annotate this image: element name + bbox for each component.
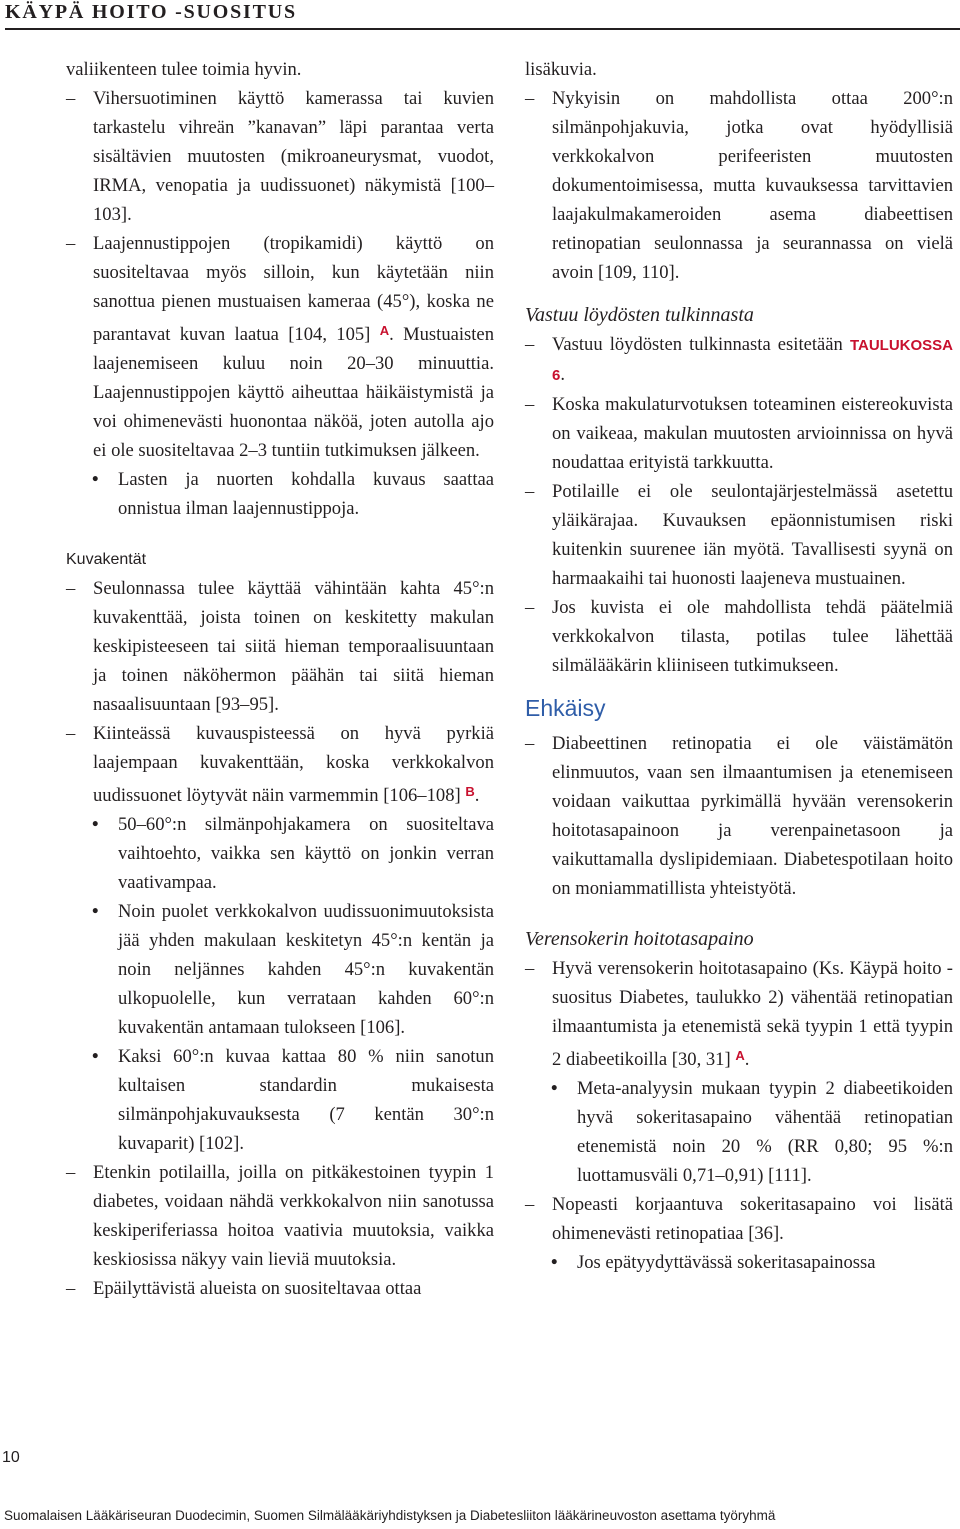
- paragraph: valiikenteen tulee toimia hyvin.: [66, 59, 302, 80]
- page-footer: Suomalaisen Lääkäriseuran Duodecimin, Suomen Silmälääkäriyhdistyksen ja Diabetesliiton lääkärineuvoston asettama työryhmä: [4, 1508, 776, 1523]
- dash-item: – Laajennustippojen (tropikamidi) käyttö on suositeltavaa myös silloin, kun käytetään niin sanottua pienen mustuaisen kameraa (45°), koska ne parantavat kuvan laatua [104, 105] $^A$. Mustuaisten laajenemiseen kuluu noin 20–30 minuuttia. Laajennustippojen käyttö aiheuttaa häikäistymistä ja voi ohimenevästi huonontaa näköä, joten autolla ajo ei ole suositeltavaa 2–3 tuntiin tutkimuksen jälkeen.: [66, 229, 494, 465]
- paragraph: lisäkuvia.: [525, 59, 597, 80]
- dash-marker: –: [525, 334, 535, 355]
- bullet-item: • Jos epätyydyttävässä sokeritasapainossa: [551, 1248, 953, 1277]
- bullet-item: • Noin puolet verkkokalvon uudissuonimuutoksista jää yhden makulaan keskitetyn 45°:n kentän ja noin neljännes kahden 45°:n kuvakentän ulkopuolelle, kun verrataan kahden 60°:n kuvakentän antamaan tulokseen [106].: [92, 897, 494, 1042]
- dash-item: – Etenkin potilailla, joilla on pitkäkestoinen tyypin 1 diabetes, voidaan nähdä verkkokalvon niin sanotussa keskiperiferiassa hoitoa vaativia muutoksia, vaikka keskiosissa näkyy vain lieviä muutoksia.: [66, 1158, 494, 1274]
- bullet-item: • 50–60°:n silmänpohjakamera on suositeltava vaihtoehto, vaikka sen käyttö on jonkin verran vaativampaa.: [92, 810, 494, 897]
- dash-item: – Kiinteässä kuvauspisteessä on hyvä pyrkiä laajempaan kuvakenttään, koska verkkokalvon uudissuonet löytyvät näin varmemmin [106–108] $^B$.: [66, 719, 494, 810]
- dash-item: – Potilaille ei ole seulontajärjestelmässä asetettu yläikärajaa. Kuvauksen epäonnistumisen riski kuitenkin suurenee iän myötä. Tavallisesti syynä on harmaakaihi tai huonosti laajeneva mustuainen.: [525, 477, 953, 593]
- dash-marker: –: [66, 578, 76, 599]
- bullet-item: • Meta-analyysin mukaan tyypin 2 diabeetikoiden hyvä sokeritasapaino vähentää retinopatian etenemistä noin 20 % (RR 0,80; 95 %:n luottamusväli 0,71–0,91) [111].: [551, 1074, 953, 1190]
- dash-item: – Seulonnassa tulee käyttää vähintään kahta 45°:n kuvakenttää, joista toinen on keskitetty makulan keskipisteeseen tai siitä hieman temporaalisuuntaan ja toinen näköhermon päähän tai siitä hieman nasaalisuuntaan [93–95].: [66, 574, 494, 719]
- bullet-marker: •: [92, 1046, 99, 1067]
- dash-item: – Koska makulaturvotuksen toteaminen eistereokuvista on vaikeaa, makulan muutosten arvioinnissa on hyvä noudattaa erityistä tarkkuutta.: [525, 390, 953, 477]
- dash-marker: –: [66, 233, 76, 254]
- page-number: 10: [2, 1449, 20, 1466]
- dash-item: – Nykyisin on mahdollista ottaa 200°:n silmänpohjakuvia, jotka ovat hyödyllisiä verkkokalvon perifeeristen muutosten dokumentoimisessa, mutta kuvauksessa tarvittavien laajakulmakameroiden asema diabeettisen retinopatian seulonnassa ja seurannassa on vielä avoin [109, 110].: [525, 84, 953, 287]
- evidence-level-badge[interactable]: A: [379, 323, 390, 338]
- dash-marker: –: [66, 1278, 76, 1299]
- evidence-level-badge[interactable]: A: [735, 1048, 745, 1063]
- dash-marker: –: [66, 723, 76, 744]
- bullet-marker: •: [92, 814, 99, 835]
- dash-marker: –: [525, 733, 535, 754]
- dash-item: – Vastuu löydösten tulkinnasta esitetään TAULUKOSSA 6.: [525, 330, 953, 390]
- bullet-marker: •: [92, 901, 99, 922]
- dash-item: – Diabeettinen retinopatia ei ole väistämätön elinmuutos, vaan sen ilmaantumisen ja etenemiseen voidaan vaikuttaa pyrkimällä hyvään verensokerin hoitotasapainoon ja verenpainetasoon ja vaikuttamalla dyslipidemiaan. Diabetespotilaan hoito on moniammatillista yhteistyötä.: [525, 729, 953, 903]
- dash-item: – Jos kuvista ei ole mahdollista tehdä päätelmiä verkkokalvon tilasta, potilas tulee lähettää silmälääkärin kliiniseen tutkimukseen.: [525, 593, 953, 680]
- bullet-marker: •: [551, 1252, 558, 1273]
- running-header: [5, 0, 960, 30]
- table-reference-link[interactable]: TAULUKOSSA 6: [552, 337, 953, 384]
- bullet-marker: •: [92, 469, 99, 490]
- dash-item: – Nopeasti korjaantuva sokeritasapaino voi lisätä ohimenevästi retinopatiaa [36].: [525, 1190, 953, 1248]
- subsection-heading: Vastuu löydösten tulkinnasta: [525, 304, 754, 326]
- dash-marker: –: [525, 597, 535, 618]
- subsection-heading: Verensokerin hoitotasapaino: [525, 928, 754, 950]
- dash-item: – Hyvä verensokerin hoitotasapaino (Ks. Käypä hoito -suositus Diabetes, taulukko 2) vähentää retinopatian ilmaantumista ja etenemistä sekä tyypin 1 että tyypin 2 diabeetikoilla [30, 31] $^A$.: [525, 954, 953, 1074]
- dash-marker: –: [66, 88, 76, 109]
- evidence-level-badge[interactable]: B: [465, 784, 475, 799]
- dash-marker: –: [525, 958, 535, 979]
- dash-marker: –: [525, 88, 535, 109]
- dash-marker: –: [525, 1194, 535, 1215]
- dash-marker: –: [525, 394, 535, 415]
- left-column: [66, 55, 494, 1303]
- dash-item: – Vihersuotiminen käyttö kamerassa tai kuvien tarkastelu vihreän ”kanavan” läpi parantaa verta sisältävien muutosten (mikroaneurysmat, vuodot, IRMA, venopatia ja uudissuonet) näkymistä [100–103].: [66, 84, 494, 229]
- dash-item: – Epäilyttävistä alueista on suositeltavaa ottaa: [66, 1274, 494, 1303]
- header-title: KÄYPÄ HOITO -SUOSITUS: [5, 1, 297, 23]
- dash-marker: –: [66, 1162, 76, 1183]
- dash-marker: –: [525, 481, 535, 502]
- bullet-marker: •: [551, 1078, 558, 1099]
- right-column: [525, 55, 953, 1277]
- bullet-item: • Lasten ja nuorten kohdalla kuvaus saattaa onnistua ilman laajennustippoja.: [92, 465, 494, 523]
- section-heading: Kuvakentät: [66, 551, 147, 568]
- section-heading: Ehkäisy: [525, 695, 606, 721]
- bullet-item: • Kaksi 60°:n kuvaa kattaa 80 % niin sanotun kultaisen standardin mukaisesta silmänpohjakuvauksesta (7 kentän 30°:n kuvaparit) [102].: [92, 1042, 494, 1158]
